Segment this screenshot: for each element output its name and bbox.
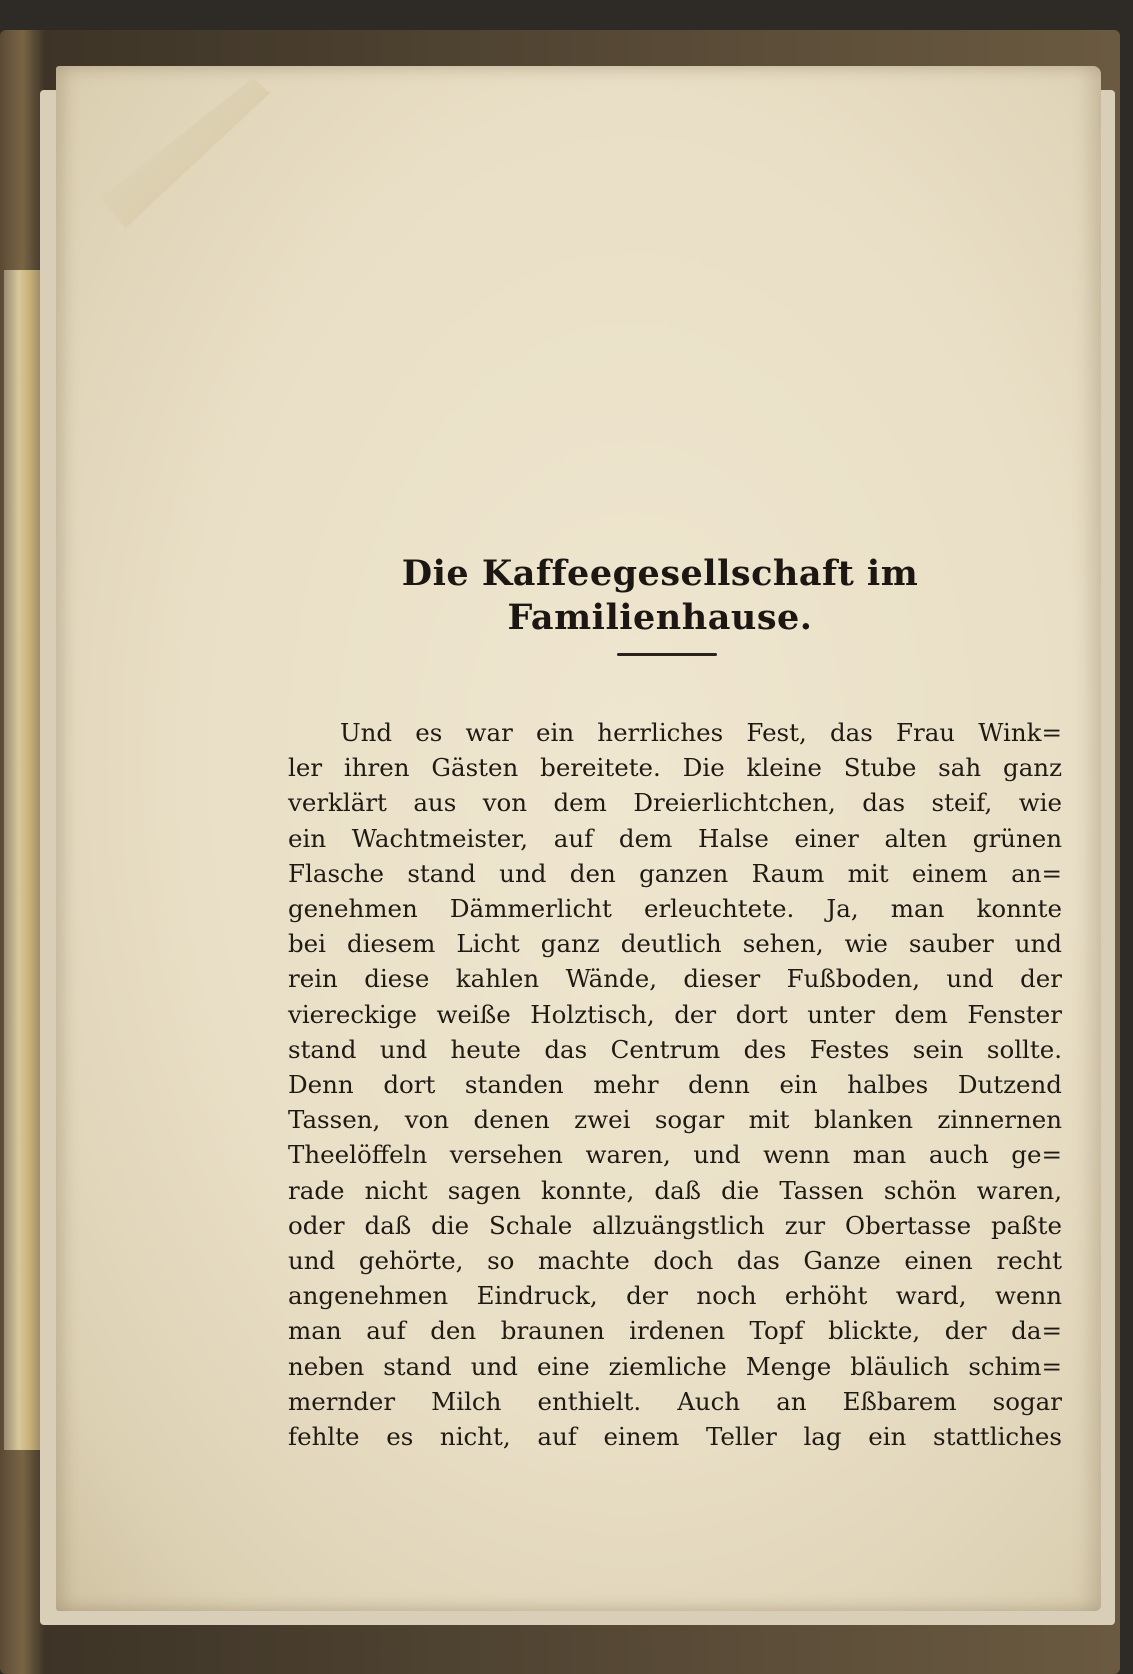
text-line: stand und heute das Centrum des Festes sein sollte.: [288, 1034, 1062, 1064]
heading-divider: [617, 653, 717, 656]
body-paragraph: [288, 715, 1062, 1454]
text-line: Und es war ein herrliches Fest, das Frau Wink=: [340, 718, 1062, 747]
text-line: genehmen Dämmerlicht erleuchtete. Ja, man konnte: [288, 894, 1062, 924]
text-line: bei diesem Licht ganz deutlich sehen, wie sauber und: [288, 929, 1062, 959]
text-line: rein diese kahlen Wände, dieser Fußboden, und der: [288, 964, 1062, 994]
text-line: Denn dort standen mehr denn ein halbes Dutzend: [288, 1070, 1062, 1100]
text-line: neben stand und eine ziemliche Menge bläulich schim=: [288, 1351, 1062, 1381]
text-line: und gehörte, so machte doch das Ganze einen recht: [288, 1246, 1062, 1276]
text-line: Flasche stand und den ganzen Raum mit einem an=: [288, 858, 1062, 888]
text-line: viereckige weiße Holztisch, der dort unter dem Fenster: [288, 999, 1062, 1029]
chapter-heading: Die Kaffeegesellschaft im Familienhause.: [401, 553, 919, 638]
text-line: Tassen, von denen zwei sogar mit blanken zinnernen: [288, 1105, 1062, 1135]
text-line: ler ihren Gästen bereitete. Die kleine Stube sah ganz: [288, 753, 1062, 783]
text-line: fehlte es nicht, auf einem Teller lag ein stattliches: [288, 1422, 1062, 1452]
text-line: mernder Milch enthielt. Auch an Eßbarem sogar: [288, 1386, 1062, 1416]
text-line: man auf den braunen irdenen Topf blickte, der da=: [288, 1316, 1062, 1346]
text-line: verklärt aus von dem Dreierlichtchen, das steif, wie: [288, 788, 1062, 818]
text-line: angenehmen Eindruck, der noch erhöht ward, wenn: [288, 1281, 1062, 1311]
text-line: Theelöffeln versehen waren, und wenn man auch ge=: [288, 1140, 1062, 1170]
text-line: rade nicht sagen konnte, daß die Tassen schön waren,: [288, 1175, 1062, 1205]
text-line: ein Wachtmeister, auf dem Halse einer alten grünen: [288, 823, 1062, 853]
text-line: oder daß die Schale allzuängstlich zur Obertasse paßte: [288, 1210, 1062, 1240]
